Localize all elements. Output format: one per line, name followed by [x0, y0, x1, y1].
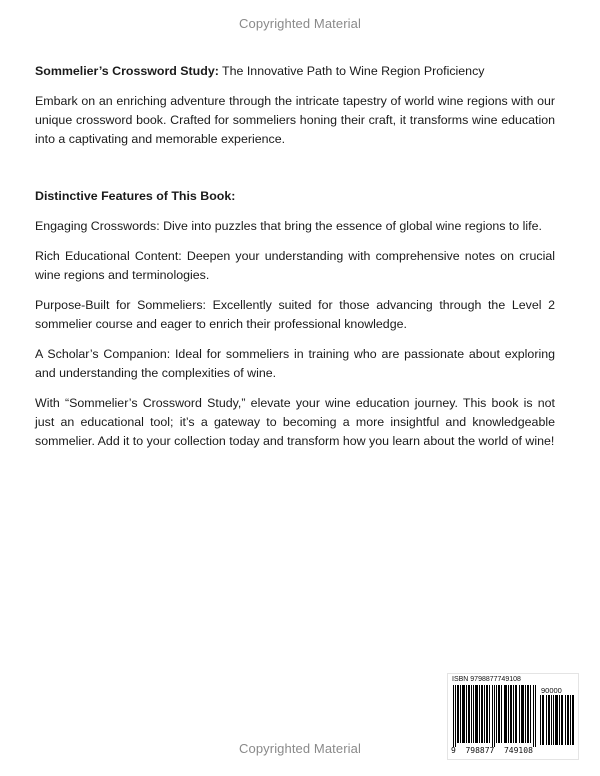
- copyright-watermark-bottom: Copyrighted Material: [239, 741, 361, 756]
- feature-item: Purpose-Built for Sommeliers: Excellently suited for those advancing through the Level 2 sommelier course and eager to enrich their professional knowledge.: [35, 298, 555, 331]
- barcode-digits: 9 798877 749108: [451, 746, 533, 755]
- features-heading: Distinctive Features of This Book:: [35, 189, 236, 203]
- price-code: 90000: [541, 686, 562, 695]
- copyright-watermark-top: Copyrighted Material: [239, 16, 361, 31]
- spacer: [35, 160, 555, 187]
- intro-paragraph: Embark on an enriching adventure through the intricate tapestry of world wine regions with our unique crossword book. Crafted for sommeliers honing their craft, it transforms wine education into a captivating and memorable experience.: [35, 94, 555, 146]
- feature-item: Rich Educational Content: Deepen your understanding with comprehensive notes on crucial wine regions and terminologies.: [35, 249, 555, 282]
- barcode-bars-addon: [540, 695, 574, 745]
- book-title: Sommelier’s Crossword Study:: [35, 64, 219, 78]
- back-cover-text: [35, 62, 555, 462]
- isbn-label: ISBN 9798877749108: [452, 676, 521, 683]
- barcode-bars-main: [453, 685, 537, 747]
- book-title-line: [35, 62, 555, 81]
- feature-item: A Scholar’s Companion: Ideal for sommeliers in training who are passionate about exploring and understanding the complexities of wine.: [35, 347, 555, 380]
- closing-paragraph: With “Sommelier’s Crossword Study,” elevate your wine education journey. This book is not just an educational tool; it’s a gateway to becoming a more insightful and knowledgeable sommelier. Add it to your collection today and transform how you learn about the world of wine!: [35, 396, 555, 448]
- book-subtitle: The Innovative Path to Wine Region Proficiency: [218, 64, 485, 78]
- feature-item: Engaging Crosswords: Dive into puzzles that bring the essence of global wine regions to life.: [35, 219, 542, 233]
